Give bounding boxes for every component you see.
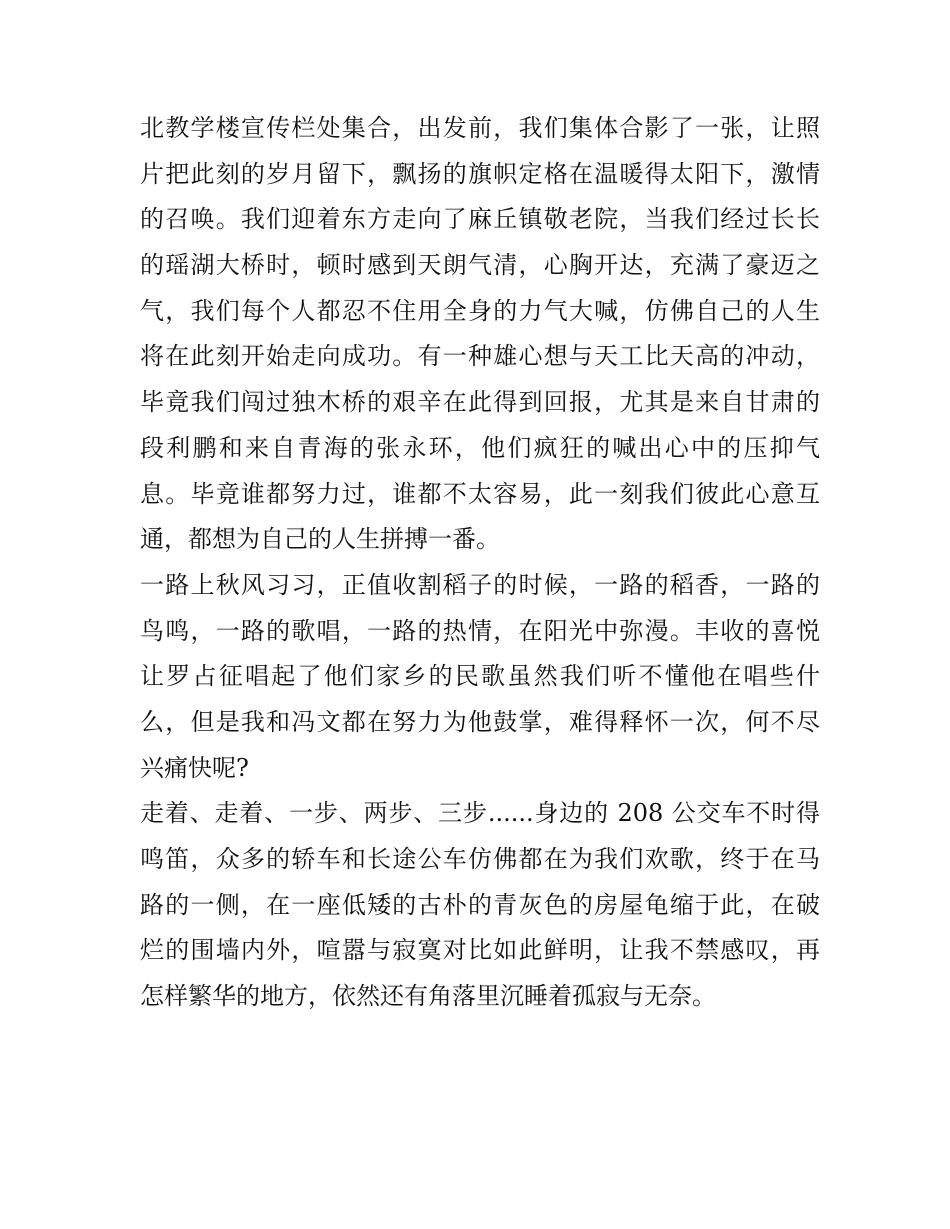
text-line: 北教学楼宣传栏处集合，出发前，我们集体合影了一张，让照 xyxy=(140,114,820,142)
body-text xyxy=(140,106,820,1020)
text-line: 的召唤。我们迎着东方走向了麻丘镇敬老院，当我们经过长长 xyxy=(140,205,820,234)
text-line: 气，我们每个人都忍不住用全身的力气大喊，仿佛自己的人生 xyxy=(140,296,820,325)
paragraph-1 xyxy=(140,106,820,563)
text-line: 毕竟我们闯过独木桥的艰辛在此得到回报，尤其是来自甘肃的 xyxy=(140,388,820,417)
text-line: 走着、走着、一步、两步、三步......身边的 208 公交车不时得 xyxy=(140,799,820,828)
text-line: 片把此刻的岁月留下，飘扬的旗帜定格在温暖得太阳下，激情 xyxy=(140,159,820,188)
text-line: 的瑶湖大桥时，顿时感到天朗气清，心胸开达，充满了豪迈之 xyxy=(140,251,820,280)
text-line: 息。毕竟谁都努力过，谁都不太容易，此一刻我们彼此心意互 xyxy=(140,479,820,508)
text-line: 鸣笛，众多的轿车和长途公车仿佛都在为我们欢歌，终于在马 xyxy=(140,845,820,873)
text-line: 鸟鸣，一路的歌唱，一路的热情，在阳光中弥漫。丰收的喜悦 xyxy=(140,616,820,645)
text-line: 烂的围墙内外，喧嚣与寂寞对比如此鲜明，让我不禁感叹，再 xyxy=(140,936,820,965)
text-line: 通，都想为自己的人生拼搏一番。 xyxy=(140,525,500,554)
text-line: 一路上秋风习习，正值收割稻子的时候，一路的稻香，一路的 xyxy=(140,570,820,599)
text-line: 么，但是我和冯文都在努力为他鼓掌，难得释怀一次，何不尽 xyxy=(140,707,820,736)
paragraph-3 xyxy=(140,791,820,1019)
text-line: 将在此刻开始走向成功。有一种雄心想与天工比天高的冲动， xyxy=(140,342,820,371)
text-line: 怎样繁华的地方，依然还有角落里沉睡着孤寂与无奈。 xyxy=(140,982,716,1011)
paragraph-2 xyxy=(140,563,820,791)
text-line: 路的一侧，在一座低矮的古朴的青灰色的房屋龟缩于此，在破 xyxy=(140,890,820,919)
text-line: 兴痛快呢? xyxy=(140,753,249,782)
text-line: 让罗占征唱起了他们家乡的民歌虽然我们听不懂他在唱些什 xyxy=(140,662,820,691)
text-line: 段利鹏和来自青海的张永环，他们疯狂的喊出心中的压抑气 xyxy=(140,433,820,462)
